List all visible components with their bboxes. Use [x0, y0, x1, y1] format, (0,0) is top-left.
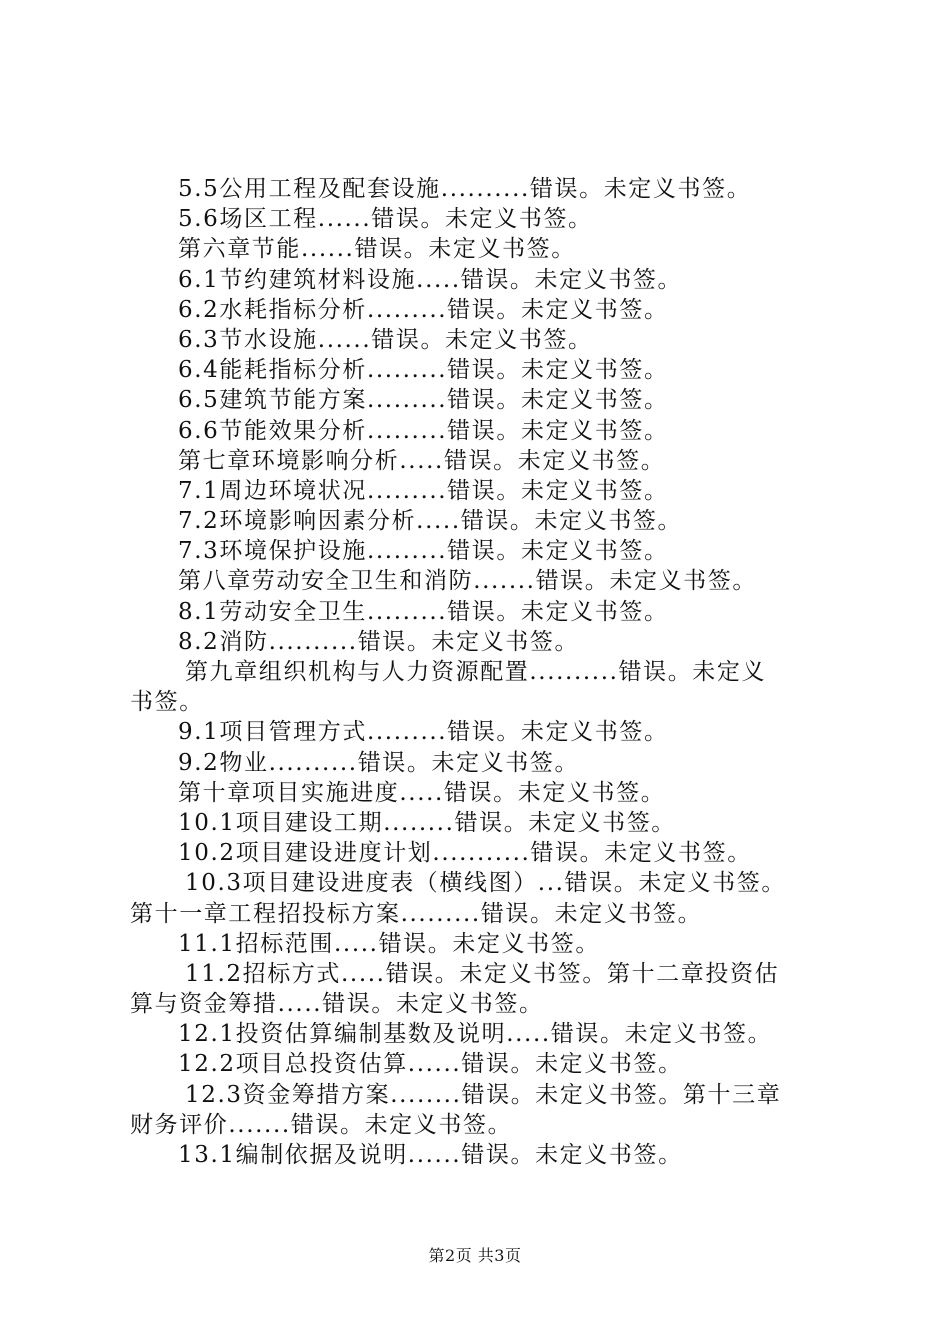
toc-entry: 6.2水耗指标分析.........错误。未定义书签。 — [178, 296, 669, 323]
toc-entry: 5.5公用工程及配套设施..........错误。未定义书签。 — [178, 176, 752, 202]
page-footer: 第2页 共3页 — [428, 1246, 522, 1265]
toc-entry: 6.5建筑节能方案.........错误。未定义书签。 — [178, 387, 669, 414]
toc-entry: 12.3资金筹措方案........错误。未定义书签。第十三章 — [185, 1081, 782, 1108]
toc-entry: 第十章项目实施进度.....错误。未定义书签。 — [178, 779, 666, 806]
toc-entry: 第八章劳动安全卫生和消防.......错误。未定义书签。 — [178, 568, 757, 595]
toc-entry: 7.3环境保护设施.........错误。未定义书签。 — [178, 538, 669, 565]
toc-entry: 6.6节能效果分析.........错误。未定义书签。 — [178, 417, 669, 444]
toc-entry: 7.1周边环境状况.........错误。未定义书签。 — [178, 477, 669, 504]
toc-entry: 第六章节能......错误。未定义书签。 — [178, 236, 576, 263]
table-of-contents — [130, 174, 840, 1170]
toc-entry: 9.1项目管理方式.........错误。未定义书签。 — [178, 719, 669, 746]
toc-entry: 9.2物业..........错误。未定义书签。 — [178, 749, 580, 776]
toc-entry: 12.2项目总投资估算......错误。未定义书签。 — [178, 1051, 683, 1078]
toc-entry: 8.2消防..........错误。未定义书签。 — [178, 628, 580, 655]
toc-entry: 第七章环境影响分析.....错误。未定义书签。 — [178, 447, 666, 474]
toc-entry: 10.1项目建设工期........错误。未定义书签。 — [178, 809, 676, 836]
toc-entry: 书签。 — [130, 689, 204, 716]
toc-entry: 5.6场区工程......错误。未定义书签。 — [178, 206, 593, 233]
toc-entry: 7.2环境影响因素分析.....错误。未定义书签。 — [178, 508, 683, 535]
toc-entry: 第十一章工程招投标方案.........错误。未定义书签。 — [130, 900, 703, 927]
toc-entry: 财务评价.......错误。未定义书签。 — [130, 1111, 513, 1138]
toc-entry: 13.1编制依据及说明......错误。未定义书签。 — [178, 1142, 683, 1168]
toc-entry: 10.3项目建设进度表（横线图）...错误。未定义书签。 — [185, 870, 786, 897]
toc-entry: 11.2招标方式.....错误。未定义书签。第十二章投资估 — [185, 960, 780, 987]
toc-entry: 10.2项目建设进度计划...........错误。未定义书签。 — [178, 840, 752, 867]
toc-entry: 12.1投资估算编制基数及说明.....错误。未定义书签。 — [178, 1021, 773, 1048]
toc-entry: 第九章组织机构与人力资源配置..........错误。未定义 — [185, 659, 767, 685]
toc-entry: 6.1节约建筑材料设施.....错误。未定义书签。 — [178, 266, 683, 293]
toc-entry: 6.4能耗指标分析.........错误。未定义书签。 — [178, 357, 669, 384]
toc-entry: 11.1招标范围.....错误。未定义书签。 — [178, 930, 600, 957]
toc-entry: 算与资金筹措.....错误。未定义书签。 — [130, 991, 544, 1018]
toc-entry: 8.1劳动安全卫生.........错误。未定义书签。 — [178, 598, 669, 625]
toc-entry: 6.3节水设施......错误。未定义书签。 — [178, 326, 593, 353]
